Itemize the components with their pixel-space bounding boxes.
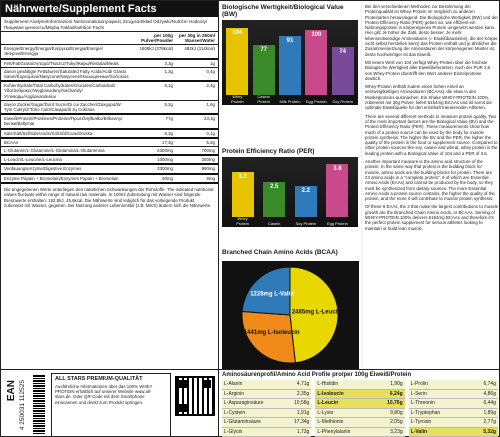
nutrition-row (1, 45, 218, 59)
amino-value: 3,23g (390, 428, 403, 435)
amino-name: L-Asparaginsäure (224, 400, 264, 406)
nutrition-label: Verdauungsenzyme/Digestive Enzymes (4, 166, 82, 172)
amino-value: 4,71g (296, 381, 310, 387)
bcaa-pie-svg (222, 261, 359, 369)
bcaa-slice-label: 2485mg L-Leucin (291, 309, 341, 316)
amino-value: 17,34g (294, 419, 310, 425)
amino-row (315, 409, 404, 419)
bio-value-bar (253, 45, 275, 95)
amino-row (222, 380, 311, 390)
nutrition-row (1, 115, 218, 129)
nutrition-value-100g: 1000mg (157, 157, 173, 163)
nutrition-value-100g: 3300mg (157, 166, 173, 172)
nutrition-value-serving: 1g (210, 60, 215, 66)
amino-name: L-Leucin (317, 400, 339, 406)
per-bar (326, 164, 348, 217)
nutrition-label: L-Glutamin/L-Glutamine/L-Glutamina/L-Glutammina (4, 148, 105, 154)
nutrition-label: davon Zucker/Sugar/Dont Sucre/Di cui Zuccheri/Σάκχαρα/W Tym Cukry/Z Toho Cukr/Сахара/Iš Jų Cukraus (4, 101, 121, 113)
amino-value: 9,80g (390, 409, 403, 416)
nutrition-value-100g: 5,2g (164, 101, 173, 107)
amino-name: L-Methionin (317, 419, 344, 425)
amino-name: L-Lysin (317, 409, 334, 416)
nutrition-value-serving: 1,6g (206, 101, 215, 107)
amino-row (409, 380, 498, 390)
bcaa-slice (242, 311, 295, 363)
amino-heading: Aminosäurenprofil/Amino Acid Profile pro/per 100g Eiweiß/Protein (222, 372, 412, 378)
bio-value-category-label: Casein Protein (257, 94, 270, 104)
amino-row (315, 380, 404, 390)
amino-value: 2,77g (483, 419, 496, 425)
nutrition-note: Die angegebenen Werte unterliegen den natürlichen Schwankungen der Rohstoffe. The indicated nutritional values fluctuate within range of natural raw materials. In 100ml Zubereitung mit Wasser sind folgende Brennwerte enthalten: 192,8kJ, 45,6kcal. Die Nährwerte sind lediglich für das vorliegende Produkt, zubereitet mit Wasser, gegeben. Bei Nutzung anderer Lebensmittel (z.B. Milch) ändern sich die Nährwerte. (4, 186, 214, 209)
per-bar (263, 182, 285, 217)
amino-value: 2,35g (296, 390, 310, 397)
amino-name: L-Cystein (224, 409, 246, 416)
amino-row (222, 399, 311, 409)
bio-value-bar (226, 28, 248, 95)
bio-value-bar-value: 74 (339, 49, 346, 56)
amino-value: 1,90g (390, 381, 403, 387)
bcaa-slice-label: 1228mg L-Valin (250, 291, 294, 298)
nutrition-label: Fett/Fat/Grassi/Λιπαρά/Tłuszcz/Tuky/Жиры/Riebalai/Meals (4, 60, 119, 66)
nutrition-row (1, 139, 218, 147)
bio-value-bar (305, 30, 327, 95)
nutrition-row (1, 101, 218, 115)
per-bar-value: 3.2 (238, 174, 247, 181)
nutrition-value-100g: 77g (165, 116, 173, 122)
bio-value-bar-value: 100 (311, 32, 322, 39)
amino-name: L-Arginin (224, 390, 245, 397)
amino-row (222, 418, 311, 428)
amino-value: 2,05g (390, 419, 403, 425)
description-paragraph: Bei den verschiedenen Methoden zur Bestimmung der Proteinqualität ist Whey-Protein im Vergleich zu anderen Proteinarten herausragend. Die Biologische Wertigkeit (BW) und der Protein Efficiency Ratio (PER) geben an, wie effizient ein Nahrungsprotein in körpereigenes Protein umgesetzt werden kann. Hier gilt: Je höher die Zahl, desto besser. Je mehr lebensnotwendige Aminosäuren (= Eiweißbausteine), die der Körper nicht selbst herstellen kann) das Protein enthält und je ähnlicher die Zusammensetzung der Aminosäuren der körpereigenen Muster ist, desto hochwertiger ist das Eiweiß. (365, 4, 498, 57)
bio-value-bar (332, 47, 354, 95)
amino-name: L-Tyrosin (410, 419, 432, 425)
amino-value: 1,73g (296, 428, 310, 435)
bio-value-bar (279, 36, 301, 95)
nutrition-value-serving: 300mg (201, 157, 215, 163)
per-category-label: Soy Protein (295, 221, 317, 226)
nutrition-value-serving: 5,2g (206, 139, 215, 145)
nutrition-value-100g: 17,3g (162, 139, 173, 145)
description-paragraph: There are several different methods to measure protein quality. Two of the most important factors are the Biological Value (BV) and the Protein Efficiency Ratio (PER). These measurements show how much of a protein source can be used by the body for muscle protein synthesis. The higher the BV and the PER, the higher the quality of the protein in the food or supplement source. Compared to other protein sources like soy, casein and wheat, whey protein is the leading protein with a Biological Value of 104 and a PER of 3.6. (365, 113, 498, 156)
amino-row (315, 428, 404, 437)
amino-value: 4,86g (483, 390, 496, 397)
bio-value-chart (222, 20, 358, 105)
nutrition-value-100g: 3,3g (164, 60, 173, 66)
bio-value-category-label: Whey Protein (230, 94, 244, 104)
bio-value-bar-value: 77 (260, 47, 267, 54)
nutrition-subtitle: Supplement Analyse/Informazioni Nutrizionali/Διατροφικές Στοιχεία/Skład Odżywki/Nutriční Hodnoty/Пищевая ценность/Mitybą Faktai/Nutrition Facts (1, 17, 218, 32)
bio-value-category-label: Soy Protein (332, 99, 353, 104)
nutrition-value-100g: 30mg (162, 175, 173, 181)
per-bar-value: 3.8 (333, 165, 342, 172)
qr-code-icon (175, 376, 215, 416)
nutrition-value-serving: 9mg (206, 175, 215, 181)
amino-value: 5,32g (483, 428, 496, 435)
bio-value-bar-value: 91 (286, 38, 294, 45)
nutrition-value-serving: 0,4g (206, 68, 215, 74)
premium-text: Ausführliche Informationen über das 100% WHEY PROTEIN erhältlich auf unserer Website www.all-stars.de. Oder QR-Code mit dem Smartphone einscannen und direkt zum Produkt springen. (55, 384, 153, 405)
description-text (361, 1, 500, 369)
amino-row (315, 418, 404, 428)
nutrition-value-serving: 2,4g (206, 83, 215, 89)
nutrition-rows (1, 45, 218, 184)
per-category-label: Casein (267, 221, 281, 226)
nutrition-label: L-Leucin/L-Leucine/L-Leucina (4, 157, 62, 163)
amino-name: L-Glycin (224, 428, 243, 435)
nutrition-value-100g: 0,3g (164, 130, 173, 136)
nutrition-label: Eiweiß/Protein/Protéines/Proteine/Πρωτεΐνη/Białko/Bílkoviny/Белки/Baltymai (4, 116, 123, 127)
amino-row (409, 428, 498, 437)
nutrition-value-serving: 23,1g (204, 116, 215, 122)
bcaa-chart (222, 261, 359, 369)
amino-name: L-Isoleucin (317, 390, 344, 397)
ean-block (3, 374, 31, 436)
per-category-label: Whey Protein (236, 216, 249, 226)
nutrition-row (1, 175, 218, 184)
nutrition-column-headers (1, 32, 218, 45)
nutrition-row (1, 60, 218, 68)
nutrition-value-100g: 8,1g (164, 83, 173, 89)
amino-row (409, 418, 498, 428)
amino-value: 6,24g (389, 390, 403, 397)
nutrition-row (1, 82, 218, 101)
amino-value: 6,74g (483, 381, 496, 387)
nutrition-label: Enzyme Papain + Bromelain/Enzymes Papain + Bromelain (4, 175, 119, 181)
amino-grid (219, 380, 500, 437)
amino-row (222, 409, 311, 419)
amino-value: 10,76g (387, 400, 403, 406)
premium-title: ALL STARS PREMIUM-QUALITÄT (55, 376, 143, 382)
bio-value-bar-value: 104 (232, 29, 243, 36)
barcode-area (1, 369, 219, 437)
bcaa-heading: Branched Chain Amino Acids (BCAA) (222, 249, 338, 256)
amino-name: L-Valin (410, 428, 428, 435)
nutrition-label: BCAAs (4, 139, 19, 145)
amino-acid-table (219, 369, 500, 437)
nutrition-label: Salz/Salt/Sel/Sale/Αλάτι/Sól/Sůl/Соль/Druska (4, 130, 93, 136)
bcaa-slice-label: 1441mg L-Isoleucin (243, 330, 300, 337)
bio-value-category-label: Milk Protein (279, 99, 301, 104)
nutrition-value-serving: 700mg (201, 148, 215, 154)
ean-number: 4 250031 112525 (19, 380, 26, 431)
amino-name: L-Alanin (224, 381, 243, 387)
nutrition-value-100g: 1608kJ (379kcal) (139, 46, 173, 52)
nutrition-row (1, 130, 218, 139)
nutrition-title: Nährwerte/Supplement Facts (1, 1, 218, 17)
amino-name: L-Threonin (410, 400, 435, 406)
per-bar-value: 2.5 (270, 184, 279, 190)
amino-name: L-Tryptophan (410, 409, 441, 416)
bio-value-heading: Biologische Wertigkeit/Biological Value (BW) (222, 4, 344, 18)
amino-row (222, 390, 311, 400)
barcode-icon (33, 374, 45, 434)
col-per-serving: per 30g in 250ml Wasser/Water (178, 33, 215, 44)
ean-label: EAN (6, 380, 17, 402)
per-bar (232, 172, 254, 217)
description-paragraph: Whey-Protein enthält zudem einen hohen Anteil an verzweigtkettigen Aminosäuren (BCAAs), die etwa ⅓ des Muskelproteins ausmachen. Ein Shake WHEY-PROTEIN 100%, zubereitet mit 30g Pulver, liefert 5154mg BCAAs und ist somit die optimale Eiweißquelle für den ernsthaft trainierenden Athleten. (365, 84, 492, 111)
per-chart (222, 157, 358, 227)
amino-name: L-Glutaminsäure (224, 419, 261, 425)
amino-row (315, 399, 404, 409)
nutrition-row (1, 165, 218, 174)
amino-value: 10,58g (294, 400, 310, 406)
amino-name: L-Histidin (317, 381, 339, 387)
per-bar-value: 2.2 (301, 188, 310, 195)
nutrition-label: Energie/Energy/Energia/Ενέργεια/Energia/Energie/Энергия/Energija (4, 46, 104, 57)
nutrition-value-100g: 2300mg (157, 148, 173, 154)
description-paragraph: Another important measure is the amino acid structure of the protein. In the same way that protein is the building block for muscle, amino acids are the building blocks for protein. There are 23 amino acids in a "complete protein", 9 of which are Essential Amino Acids (EAAs) and cannot be produced by the body, so they must be synthesized from dietary sources. The more Essential Amino Acids a protein source contains, the higher the quality of the protein, and the more it will contribute to muscle protein synthesis. (365, 159, 495, 202)
nutrition-row (1, 147, 218, 156)
amino-value: 1,89g (483, 409, 496, 416)
amino-row (409, 409, 498, 419)
amino-name: L-Serin (410, 390, 427, 397)
amino-value: 1,91g (296, 409, 310, 416)
description-paragraph: Of these 9 EAAs, the 3 that make the largest contributions to muscle growth are the Branched Chain Amino Acids, or BCAAs. Serving of WHEY-PROTEIN 100% delivers 5154mg BCAAs and therefore it's the perfect protein supplement for serious athletes looking to maintain or build lean muscle. (365, 204, 499, 231)
nutrition-value-100g: 1,3g (164, 68, 173, 74)
premium-box (51, 373, 171, 437)
amino-row (315, 390, 404, 400)
amino-name: L-Phenylalanin (317, 428, 351, 435)
amino-row (409, 399, 498, 409)
amino-row (222, 428, 311, 437)
description-paragraph: Mit einem Wert von 104 verfügt Whey-Protein über die höchste Biologische Wertigkeit aller Eiweißlieferanten. Auch der PUR 3,6 von Whey-Protein übertrifft den Wert anderer Einzelproteine deutlich. (365, 59, 491, 81)
nutrition-label: Kohlenhydrate/Total Carbohydrates/Glucides/Carboidrati/Υδατάνθρακες/Węglowodany/Sacharidy/Углеводы/Angliavandeniai (4, 83, 116, 99)
col-per-100: per 100g Pulver/Powder (141, 33, 173, 44)
per-heading: Protein Efficiency Ratio (PER) (222, 148, 315, 155)
nutrition-value-serving: 482kJ (114kcal) (184, 46, 215, 52)
amino-value: 6,44g (483, 400, 496, 406)
per-bar (295, 186, 317, 217)
amino-row (409, 390, 498, 400)
nutrition-row (1, 156, 218, 165)
nutrition-row (1, 68, 218, 82)
nutrition-label: davon gesättigte Fettsäuren/Saturated Fatty Acids/Acidi Grassi Saturi/Κορεσμένα/Nasycone/Nasycené/Насыщенные/Sočiosios (4, 68, 129, 79)
charts-column (219, 1, 361, 227)
nutrition-value-serving: 990mg (201, 166, 215, 172)
nutrition-value-serving: 0,1g (206, 130, 215, 136)
amino-name: L-Prolin (410, 381, 428, 387)
bio-value-category-label: Egg Protein (305, 99, 327, 104)
per-category-label: Egg Protein (326, 221, 348, 226)
